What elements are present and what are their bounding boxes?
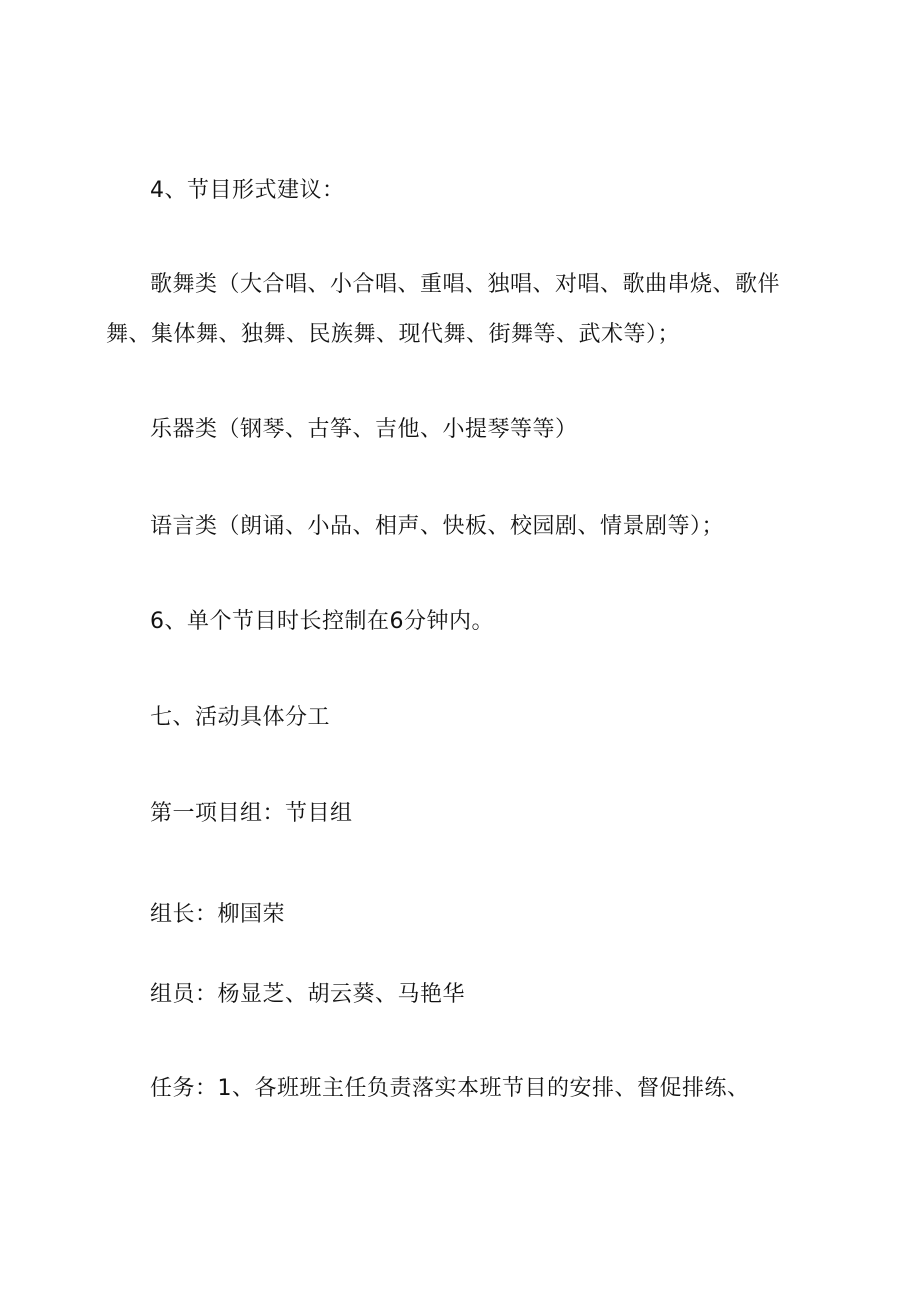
heading-division-of-work: 七、活动具体分工	[150, 705, 331, 730]
paragraph-group-members: 组员：杨显芝、胡云葵、马艳华	[150, 982, 466, 1007]
paragraph-tasks: 任务：1、各班班主任负责落实本班节目的安排、督促排练、	[150, 1076, 750, 1101]
paragraph-language: 语言类（朗诵、小品、相声、快板、校园剧、情景剧等）；	[150, 514, 725, 539]
paragraph-song-dance-line1: 歌舞类（大合唱、小合唱、重唱、独唱、对唱、歌曲串烧、歌伴	[150, 272, 781, 297]
paragraph-instruments: 乐器类（钢琴、古筝、吉他、小提琴等等）	[150, 417, 578, 442]
paragraph-song-dance-line2: 舞、集体舞、独舞、民族舞、现代舞、街舞等、武术等）；	[106, 322, 681, 347]
paragraph-group-one: 第一项目组：节目组	[150, 801, 353, 826]
heading-program-format: 4、节目形式建议：	[150, 178, 345, 203]
paragraph-group-leader: 组长：柳国荣	[150, 902, 286, 927]
paragraph-duration: 6、单个节目时长控制在6分钟内。	[150, 609, 494, 634]
